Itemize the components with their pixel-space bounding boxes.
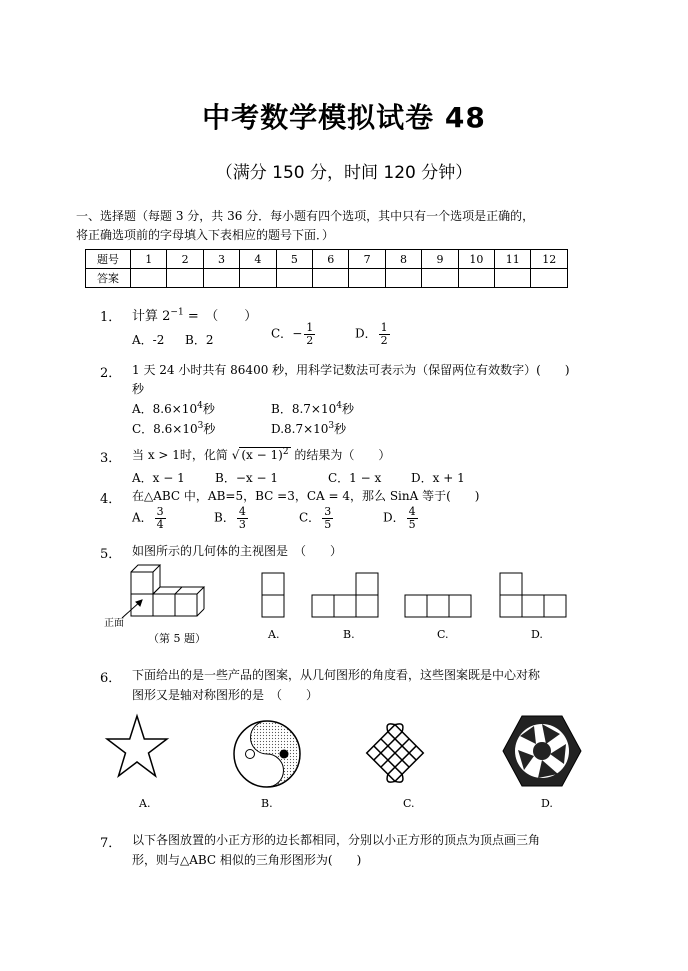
answer-cell[interactable] [203,269,239,288]
option-d[interactable]: D. [531,628,543,641]
question-number: 2． [100,366,122,381]
table-cell-number: 11 [495,250,531,269]
section-instruction-line1: 一、选择题（每题 3 分，共 36 分．每小题有四个选项，其中只有一个选项是正确的， [76,209,535,223]
table-cell-number: 4 [240,250,276,269]
figure-caption: （第 5 题） [148,632,206,645]
option-a[interactable]: A. [268,628,280,641]
view-b-figure [311,572,381,620]
table-cell-number: 12 [531,250,568,269]
solid-figure-3d [100,560,220,620]
fraction: $\frac{1}{2}$ [380,321,388,347]
option-a[interactable]: A．-2 [132,333,165,347]
option-d[interactable]: D． $\frac{1}{2}$ [355,321,388,347]
answer-cell[interactable] [495,269,531,288]
page-subtitle: （满分 150 分，时间 120 分钟） [215,163,473,183]
front-view-label: 正面 [104,618,124,629]
hexagon-pattern-icon [502,714,582,788]
answer-cell[interactable] [422,269,458,288]
question-stem-line2: 图形又是轴对称图形的是 （ ） [132,688,319,702]
option-a[interactable]: A．$8.6\times 10^4$秒 [132,401,215,416]
view-a-figure [261,572,285,620]
yin-yang-pattern-icon [232,719,302,789]
question-number: 3． [100,451,122,466]
option-d[interactable]: D. [541,797,553,810]
table-cell-number: 3 [203,250,239,269]
table-cell-number: 6 [313,250,349,269]
table-cell-number: 2 [167,250,203,269]
table-cell-number: 10 [458,250,494,269]
table-cell-number: 7 [349,250,385,269]
option-b[interactable]: B． $\frac{4}{3}$ [214,505,246,531]
option-b[interactable]: B. [343,628,355,641]
option-a[interactable]: A. [139,797,151,810]
fraction: $\frac{1}{2}$ [306,321,314,347]
table-cell-number: 9 [422,250,458,269]
star-pattern-icon [104,714,170,784]
option-b[interactable]: B．2 [185,333,214,347]
option-a[interactable]: A． $\frac{3}{4}$ [132,505,164,531]
fraction: $\frac{3}{5}$ [324,505,332,531]
answer-cell[interactable] [276,269,312,288]
question-stem: 当 x > 1时，化简 √ $(x - 1)^2$ 的结果为（ ） [132,447,391,462]
fraction: $\frac{4}{3}$ [238,505,246,531]
option-b[interactable]: B. [261,797,273,810]
table-cell-number: 1 [131,250,167,269]
answer-cell[interactable] [385,269,421,288]
answer-cell[interactable] [531,269,568,288]
answer-cell[interactable] [240,269,276,288]
answer-cell[interactable] [131,269,167,288]
answer-cell[interactable] [458,269,494,288]
endless-knot-pattern-icon [358,716,432,790]
answer-cell[interactable] [167,269,203,288]
question-stem: 计算 $2^{-1}$ = （ ） [132,307,258,324]
option-a[interactable]: A．x − 1 [132,471,185,485]
table-row-numbers [86,250,568,269]
question-number: 6． [100,671,122,686]
option-d[interactable]: D． $\frac{4}{5}$ [383,505,416,531]
option-c[interactable]: C．$8.6\times 10^3$秒 [132,421,216,436]
view-c-figure [404,572,474,620]
section-instruction-line2: 将正确选项前的字母填入下表相应的题号下面．） [76,228,335,242]
option-c[interactable]: C． $\frac{3}{5}$ [299,505,332,531]
answer-cell[interactable] [313,269,349,288]
answer-cell[interactable] [349,269,385,288]
table-cell-number: 8 [385,250,421,269]
question-number: 5． [100,547,122,562]
table-header-cell: 答案 [86,269,131,288]
question-stem-line2: 秒 [132,382,145,396]
fraction: $\frac{4}{5}$ [408,505,416,531]
option-c[interactable]: C. [437,628,449,641]
table-header-cell: 题号 [86,250,131,269]
question-number: 1． [100,310,122,325]
table-row-answers [86,269,568,288]
question-stem: 如图所示的几何体的主视图是 （ ） [132,544,343,558]
question-stem-line2: 形，则与△ABC 相似的三角形图形为( ) [132,853,362,867]
fraction: $\frac{3}{4}$ [156,505,164,531]
question-number: 4． [100,492,122,507]
option-b[interactable]: B．−x − 1 [215,471,278,485]
answer-table [85,249,568,288]
option-c[interactable]: C．− $\frac{1}{2}$ [271,321,314,347]
question-stem-line1: 下面给出的是一些产品的图案，从几何图形的角度看，这些图案既是中心对称 [132,668,541,682]
view-d-figure [499,572,569,620]
option-c[interactable]: C. [403,797,415,810]
sqrt-icon: √ [231,448,240,462]
page-title: 中考数学模拟试卷 48 [202,101,486,134]
option-d[interactable]: $D.8.7\times 10^3$秒 [271,421,347,436]
question-number: 7． [100,836,122,851]
table-cell-number: 5 [276,250,312,269]
option-b[interactable]: B．$8.7\times 10^4$秒 [271,401,354,416]
option-d[interactable]: D．x + 1 [411,471,465,485]
question-stem-line1: 以下各图放置的小正方形的边长都相同，分别以小正方形的顶点为顶点画三角 [132,833,541,847]
question-stem: 在△ABC 中，AB=5，BC =3，CA = 4，那么 SinA 等于( ) [132,489,480,503]
question-stem-line1: 1 天 24 小时共有 86400 秒，用科学记数法可表示为（保留两位有效数字）( ) [132,363,570,377]
option-c[interactable]: C．1 − x [328,471,382,485]
